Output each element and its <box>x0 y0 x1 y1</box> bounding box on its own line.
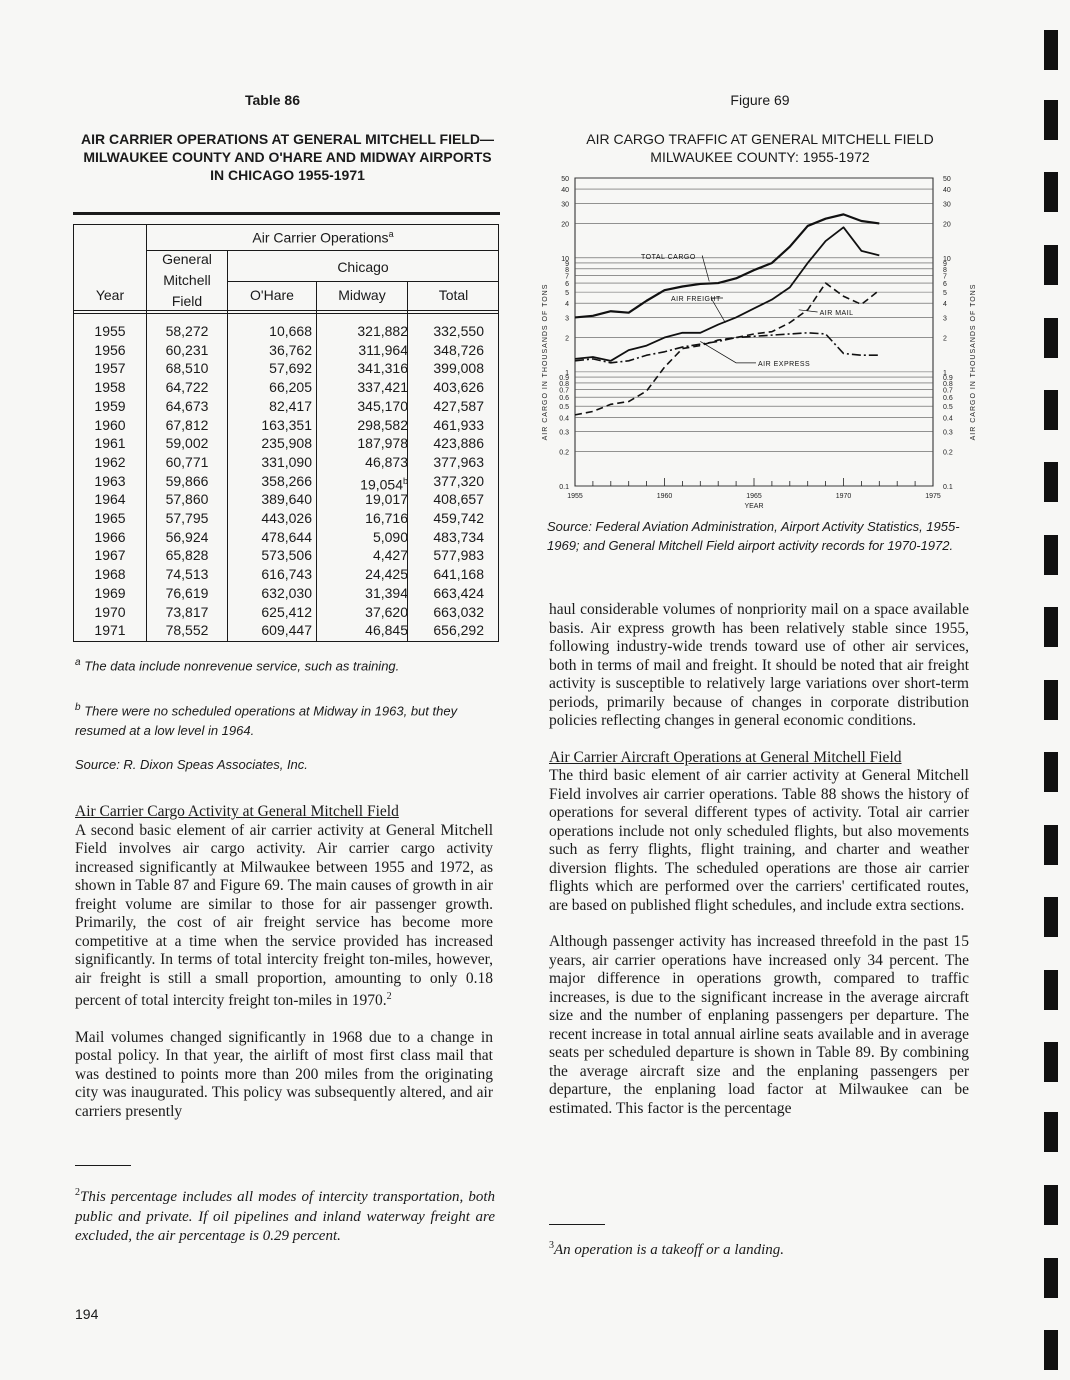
y-tick-label-right: 0.6 <box>943 395 953 403</box>
cell-year: 1970 <box>94 603 126 620</box>
table-divider <box>74 313 498 314</box>
cell-general-mitchell: 65,828 <box>165 547 209 564</box>
cell-year: 1969 <box>94 584 126 601</box>
operations-table <box>73 224 499 642</box>
y-tick-label-right: 50 <box>943 176 951 183</box>
y-tick-label-left: 0.8 <box>559 380 569 388</box>
y-tick-label-left: 5 <box>565 290 569 298</box>
y-tick-label-left: 30 <box>561 201 569 209</box>
table-source: Source: R. Dixon Speas Associates, Inc. <box>75 757 308 772</box>
cell-ohare: 443,026 <box>261 510 312 526</box>
y-tick-label-right: 0.5 <box>943 404 953 412</box>
cell-general-mitchell: 74,513 <box>165 566 209 583</box>
label-air-mail: AIR MAIL <box>819 309 854 317</box>
cell-total: 377,963 <box>433 453 484 470</box>
table-divider <box>227 281 498 282</box>
footnote-2: $^2$This percentage includes all modes of intercity transportation, both public and private. If oil pipelines and inland waterway freight are excluded, the air percentage is 0.29 percent. <box>75 1187 495 1244</box>
x-tick-label: 1965 <box>746 493 762 500</box>
y-tick-label-left: 40 <box>561 187 569 195</box>
cell-year: 1956 <box>94 341 126 358</box>
y-tick-label-right: 30 <box>943 201 951 209</box>
cell-ohare: 57,692 <box>269 360 312 377</box>
cell-general-mitchell: 73,817 <box>165 603 209 620</box>
table-note-a: $^a$ The data include nonrevenue service, such as training. <box>75 657 400 674</box>
cell-midway: 19,054$^b$ <box>360 475 408 493</box>
scan-edge-mark <box>1044 1258 1058 1298</box>
cell-ohare: 163,351 <box>261 416 312 433</box>
paragraph: A second basic element of air carrier activity at General Mitchell Field involves air cargo activity. Air carrier cargo activity increased significantly at Milwaukee between 1955 and 1972, as shown in Table 87 and Figure 69. The main causes of growth in air freight volume are similar to those for air passenger growth. Primarily, the cost of air freight service has become more competitive at a time when the service provided has increased significantly. In terms of total intercity freight ton-miles, however, air freight is still a small proportion, amounting to only 0.18 percent of total intercity freight ton-miles in 1970.$^2$ <box>75 821 493 1010</box>
y-tick-label-right: 0.4 <box>943 415 953 423</box>
y-tick-label-left: 50 <box>561 176 569 183</box>
y-tick-label-right: 10 <box>943 255 951 263</box>
scan-edge-mark <box>1044 390 1058 430</box>
y-tick-label-right: 0.2 <box>943 449 953 457</box>
x-tick-label: 1970 <box>835 493 852 500</box>
y-tick-label-left: 4 <box>565 301 569 309</box>
scan-edge-mark <box>1044 1112 1058 1152</box>
cell-year: 1964 <box>94 491 126 508</box>
cell-midway: 311,964 <box>358 341 408 358</box>
cell-year: 1958 <box>94 379 126 396</box>
label-air-express-leader <box>700 341 756 362</box>
cell-year: 1963 <box>94 472 126 489</box>
section-heading-cargo: Air Carrier Cargo Activity at General Mitchell Field <box>75 803 399 820</box>
cell-total: 641,168 <box>433 566 484 583</box>
x-tick-label: 1960 <box>656 493 673 500</box>
scan-edge-mark <box>1044 897 1058 937</box>
cell-year: 1968 <box>94 566 126 583</box>
table-row <box>74 603 500 622</box>
y-tick-label-left: 9 <box>565 260 569 268</box>
y-tick-label-left: 10 <box>561 255 569 263</box>
cell-year: 1957 <box>94 360 126 377</box>
footnote-rule <box>75 1165 131 1166</box>
footnote-mark: a <box>388 229 394 239</box>
scan-edge-mark <box>1044 30 1058 70</box>
y-tick-label-right: 40 <box>943 187 951 195</box>
cargo-chart <box>533 168 983 513</box>
cell-ohare: 82,417 <box>269 397 312 414</box>
cell-ohare: 632,030 <box>261 584 312 601</box>
scan-edge-mark <box>1044 245 1058 285</box>
y-tick-label-left: 0.4 <box>559 415 569 423</box>
cell-midway: 337,421 <box>357 379 408 396</box>
cell-total: 459,742 <box>433 510 484 526</box>
cell-ohare: 358,266 <box>261 472 312 489</box>
y-tick-label-left: 1 <box>565 369 569 377</box>
cell-total: 427,587 <box>433 397 484 414</box>
table-row <box>74 341 500 360</box>
table-row <box>74 621 500 640</box>
y-tick-label-left: 0.5 <box>559 404 569 412</box>
cell-ohare: 389,640 <box>261 491 312 508</box>
cell-total: 483,734 <box>433 528 484 545</box>
table-row <box>74 322 500 341</box>
cell-year: 1966 <box>94 528 126 545</box>
y-tick-label-right: 7 <box>943 273 947 281</box>
cell-ohare: 616,743 <box>261 566 312 583</box>
scan-edge-mark <box>1044 680 1058 720</box>
cell-general-mitchell: 59,002 <box>165 435 209 452</box>
y-tick-label-left: 0.3 <box>559 429 569 437</box>
cell-general-mitchell: 78,552 <box>165 622 209 639</box>
y-tick-label-left: 0.7 <box>559 387 569 395</box>
y-tick-label-right: 4 <box>943 301 947 309</box>
figure-number: Figure 69 <box>730 92 790 108</box>
cell-general-mitchell: 56,924 <box>165 528 209 545</box>
cell-total: 332,550 <box>433 323 484 339</box>
y-tick-label-right: 0.9 <box>943 375 953 383</box>
cell-general-mitchell: 64,673 <box>165 397 209 414</box>
x-tick-label: 1955 <box>567 493 583 500</box>
cell-general-mitchell: 68,510 <box>165 360 209 377</box>
group-header: Air Carrier Operations$^a$ <box>252 229 394 246</box>
cell-total: 656,292 <box>433 622 484 639</box>
y-tick-label-right: 6 <box>943 281 947 289</box>
cell-year: 1967 <box>94 547 126 564</box>
chart-ticks <box>542 176 977 510</box>
paragraph: Although passenger activity has increased threefold in the past 15 years, air carrier operations have increased only 34 percent. The major difference in operations growth, compared to traffic increases, is due to the significant increase in the average aircraft size and the number of enplaning passengers per departure. The recent increase in total annual airline seats available and in average seats per scheduled departure is shown in Table 89. By combining the average aircraft size and the enplaning passengers per departure, the enplaning load factor at Milwaukee can be estimated. This factor is the percentage <box>549 933 969 1117</box>
cell-midway: 298,582 <box>357 416 408 433</box>
cell-midway: 46,873 <box>365 453 408 470</box>
table-row <box>74 434 500 453</box>
scan-edge-mark <box>1044 1042 1058 1082</box>
table-row <box>74 546 500 565</box>
plot-frame <box>575 178 933 486</box>
label-air-freight: AIR FREIGHT <box>671 296 721 303</box>
scan-edge-mark <box>1044 607 1058 647</box>
y-tick-label-right: 3 <box>943 315 947 323</box>
label-air-express: AIR EXPRESS <box>758 360 811 368</box>
y-tick-label-left: 2 <box>565 335 569 343</box>
table-row <box>74 416 500 435</box>
cell-general-mitchell: 57,860 <box>165 491 209 508</box>
cell-midway: 341,316 <box>357 360 408 377</box>
x-tick-label: 1975 <box>925 493 941 500</box>
left-text-block <box>75 803 493 1121</box>
table-title: AIR CARRIER OPERATIONS AT GENERAL MITCHELL FIELD—MILWAUKEE COUNTY AND O'HARE AND MIDWAY AIRPORTS IN CHICAGO 1955-1971 <box>80 131 494 183</box>
table-row <box>74 397 500 416</box>
scan-edge-mark <box>1044 100 1058 140</box>
figure-source: Source: Federal Aviation Administration, Airport Activity Statistics, 1955-1969; and General Mitchell Field airport activity records for 1970-1972. <box>547 519 960 553</box>
footnote-mark: b <box>402 475 408 486</box>
cell-total: 461,933 <box>433 416 484 433</box>
footnote-rule <box>549 1224 605 1225</box>
col-header-midway: Midway <box>338 287 386 303</box>
y-tick-label-left: 0.1 <box>559 484 569 491</box>
cell-total: 577,983 <box>433 547 484 564</box>
cell-midway: 46,845 <box>365 622 408 639</box>
table-number: Table 86 <box>245 92 300 108</box>
chicago-header: Chicago <box>337 259 389 275</box>
y-tick-label-left: 0.6 <box>559 395 569 403</box>
scan-edge-mark <box>1044 970 1058 1010</box>
y-axis-label-left: AIR CARGO IN THOUSANDS OF TONS <box>542 283 549 441</box>
cell-general-mitchell: 59,866 <box>165 472 209 489</box>
chart-grid <box>575 178 933 486</box>
cell-general-mitchell: 60,231 <box>165 341 209 358</box>
scan-edge-mark <box>1044 752 1058 792</box>
cell-general-mitchell: 58,272 <box>165 323 209 339</box>
y-tick-label-right: 0.3 <box>943 429 953 437</box>
y-tick-label-right: 2 <box>943 335 947 343</box>
cell-general-mitchell: 76,619 <box>165 584 209 601</box>
cell-ohare: 478,644 <box>261 528 312 545</box>
cell-ohare: 36,762 <box>269 341 312 358</box>
cell-total: 377,320 <box>433 472 484 489</box>
y-tick-label-right: 0.1 <box>943 484 953 491</box>
table-row <box>74 528 500 547</box>
cell-general-mitchell: 64,722 <box>165 379 209 396</box>
y-tick-label-right: 0.8 <box>943 380 953 388</box>
paragraph: haul considerable volumes of nonpriority mail on a space available basis. Air express growth has been relatively stable since 1955, following industry-wide trends toward use of other air services, both in terms of mail and freight. It should be noted that air freight activity is susceptible to relatively large variations over short-term periods, primarily because of changes in corporate distribution policies reflecting changes in general economic conditions. <box>549 601 969 729</box>
y-tick-label-right: 0.7 <box>943 387 953 395</box>
table-row <box>74 584 500 603</box>
cell-midway: 321,882 <box>357 323 408 339</box>
y-tick-label-left: 3 <box>565 315 569 323</box>
section-heading-operations: Air Carrier Aircraft Operations at General Mitchell Field <box>549 748 902 766</box>
cell-total: 423,886 <box>433 435 484 452</box>
right-text-block <box>549 601 969 1118</box>
y-tick-label-left: 7 <box>565 273 569 281</box>
cell-ohare: 331,090 <box>261 453 312 470</box>
cell-year: 1961 <box>94 435 126 452</box>
cell-ohare: 573,506 <box>261 547 312 564</box>
table-row <box>74 453 500 472</box>
cell-general-mitchell: 60,771 <box>165 453 209 470</box>
cell-midway: 19,017 <box>365 491 408 508</box>
table-row <box>74 378 500 397</box>
cell-midway: 5,090 <box>372 528 408 545</box>
cell-total: 399,008 <box>433 360 484 377</box>
scan-edge-mark <box>1044 172 1058 212</box>
series-line-air-freight <box>575 227 879 361</box>
cell-total: 663,424 <box>433 584 484 601</box>
y-tick-label-right: 8 <box>943 266 947 274</box>
figure-title: AIR CARGO TRAFFIC AT GENERAL MITCHELL FIELD MILWAUKEE COUNTY: 1955-1972 <box>586 131 934 165</box>
footnote-3: $^3$An operation is a takeoff or a landing. <box>549 1240 784 1258</box>
table-row <box>74 565 500 584</box>
scan-edge-mark <box>1044 1330 1058 1370</box>
page-number: 194 <box>75 1306 99 1322</box>
cell-midway: 37,620 <box>365 603 408 620</box>
scan-edge-mark <box>1044 535 1058 575</box>
cell-ohare: 625,412 <box>261 603 312 620</box>
cell-midway: 24,425 <box>365 566 408 583</box>
cell-midway: 345,170 <box>357 397 408 414</box>
table-row <box>74 509 500 528</box>
cell-ohare: 235,908 <box>261 435 312 452</box>
cell-ohare: 66,205 <box>269 379 312 396</box>
cell-ohare: 10,668 <box>269 323 312 339</box>
cell-year: 1955 <box>94 323 126 339</box>
col-header-year: Year <box>95 287 125 303</box>
table-divider <box>74 310 498 311</box>
y-tick-label-left: 0.2 <box>559 449 569 457</box>
table-row <box>74 359 500 378</box>
cell-midway: 31,394 <box>365 584 408 601</box>
scan-edge-mark <box>1044 825 1058 865</box>
series-line-total-cargo <box>575 214 879 317</box>
y-axis-label-right: AIR CARGO IN THOUSANDS OF TONS <box>970 283 977 441</box>
cell-ohare: 609,447 <box>261 622 312 639</box>
cell-total: 663,032 <box>433 603 484 620</box>
y-tick-label-left: 8 <box>565 266 569 274</box>
cell-midway: 4,427 <box>372 547 408 564</box>
scan-edge-mark <box>1044 462 1058 502</box>
label-total-cargo: TOTAL CARGO <box>641 254 696 261</box>
cell-year: 1971 <box>94 622 126 639</box>
y-tick-label-right: 20 <box>943 221 951 229</box>
cell-midway: 187,978 <box>357 435 408 452</box>
cell-total: 403,626 <box>433 379 484 396</box>
cell-midway: 16,716 <box>365 510 408 526</box>
y-tick-label-left: 0.9 <box>559 375 569 383</box>
cell-general-mitchell: 67,812 <box>165 416 209 433</box>
col-header-general-mitchell: General Mitchell Field <box>162 251 212 309</box>
cell-year: 1962 <box>94 453 126 470</box>
cell-year: 1960 <box>94 416 126 433</box>
paragraph: The third basic element of air carrier activity at General Mitchell Field involves air carrier operations. Table 88 shows the history of operations for several different types of activity. Total air carrier operations include not only scheduled flights, but also movements such as ferry flights, flight training, and charter and weather diversion flights. The scheduled operations are those air carrier flights which are performed over the carriers' certificated routes, are based on published flight schedules, and include extra sections. <box>549 767 969 914</box>
table-top-rule <box>73 212 500 215</box>
cell-year: 1959 <box>94 397 126 414</box>
scan-edge-mark <box>1044 1185 1058 1225</box>
cell-general-mitchell: 57,795 <box>165 510 209 526</box>
y-tick-label-right: 1 <box>943 369 947 377</box>
table-note-b: $^b$ There were no scheduled operations at Midway in 1963, but they resumed at a low level in 1964. <box>75 702 458 739</box>
cell-total: 348,726 <box>433 341 484 358</box>
col-header-ohare: O'Hare <box>250 287 294 303</box>
y-tick-label-left: 6 <box>565 281 569 289</box>
col-header-total: Total <box>438 287 469 303</box>
x-axis-label: YEAR <box>744 503 764 510</box>
cell-total: 408,657 <box>433 491 484 508</box>
paragraph: Mail volumes changed significantly in 1968 due to a change in postal policy. In that year, the airlift of most first class mail that was destined to points more than 200 miles from the originating city was inaugurated. This policy was subsequently altered, and air carriers presently <box>75 1028 493 1120</box>
y-tick-label-left: 20 <box>561 221 569 229</box>
scan-edge-mark <box>1044 318 1058 358</box>
table-row <box>74 472 500 491</box>
series-line-air-mail <box>575 283 879 415</box>
y-tick-label-right: 5 <box>943 290 947 298</box>
y-tick-label-right: 9 <box>943 260 947 268</box>
cell-year: 1965 <box>94 510 126 526</box>
table-row <box>74 490 500 509</box>
